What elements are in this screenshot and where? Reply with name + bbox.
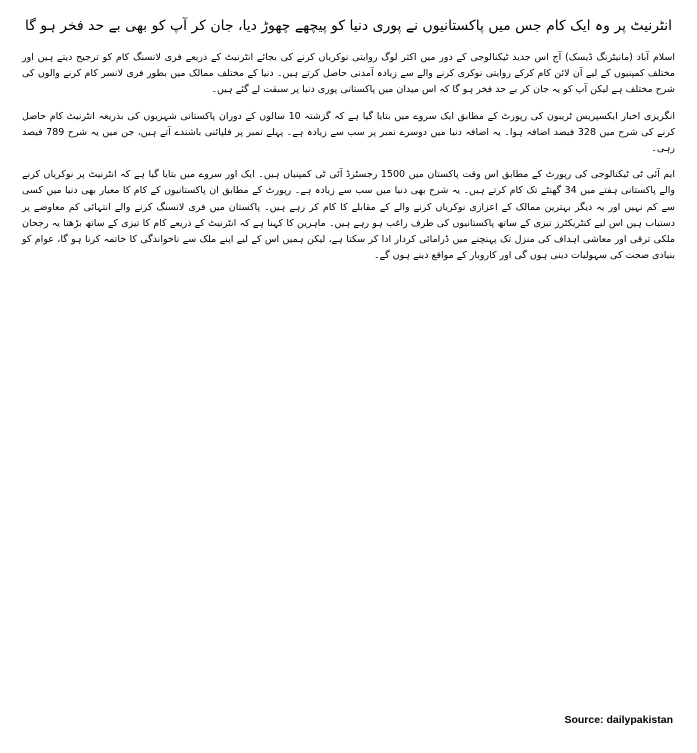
article-headline: انٹرنیٹ پر وہ ایک کام جس میں پاکستانیوں نے پوری دنیا کو پیچھے چھوڑ دیا، جان کر آپ کو بھی بے حد فخر ہو گا: [24, 18, 673, 34]
article-paragraph-intro: اسلام آباد (مانیٹرنگ ڈیسک) آج اس جدید ٹیکنالوجی کے دور میں اکثر لوگ روایتی نوکریاں کرنے کی بجائے انٹرنیٹ کے ذریعے فری لانسنگ کام کو ترجیح دیتے ہیں اور مختلف کمپنیوں کے لیے آن لائن کام کرکے روایتی نوکری کرنے والے سے زیادہ آمدنی حاصل کرتے ہیں۔ دنیا کے مختلف ممالک میں بطور فری لانسر کام کرنے والوں کی شرح مختلف ہے لیکن آپ کو یہ جان کر بے حد فخر ہو گا کہ اس میدان میں پاکستانی پوری دنیا پر سبقت لے گئے ہیں۔: [22, 52, 675, 96]
source-credit: Source: dailypakistan: [564, 714, 673, 726]
article-paragraph-report: ایم آئی ٹی ٹیکنالوجی کی رپورٹ کے مطابق اس وقت پاکستان میں 1500 رجسٹرڈ آئی ٹی کمپنیاں ہیں۔ ایک اور سروے میں بتایا گیا ہے کہ انٹرنیٹ پر نوکریاں کرنے والے پاکستانی ہفتے میں 34 گھنٹے تک کام کرتے ہیں۔ یہ شرح بھی دنیا میں سب سے زیادہ ہے۔ رپورٹ کے مطابق ان پاکستانیوں کے کام کا معیار بھی دنیا میں کسی سے کم نہیں اور یہ دیگر بہترین ممالک کے اعزازی نوکریاں کرنے والے کے مقابلے کا کام کر رہے ہیں۔ پاکستان میں فری لانسنگ کرنے والے انتہائی کم معاوضے پر دستیاب ہیں اس لیے کنٹریکٹرز تیزی کے ساتھ پاکستانیوں کی طرف راغب ہو رہے ہیں۔ ماہرین کا کہنا ہے کہ انٹرنیٹ کے ذریعے کام کا تیزی کے ساتھ بڑھتا یہ رجحان ملکی ترقی اور معاشی اہداف کی منزل تک پہنچنے میں ڈرامائی کردار ادا کر سکتا ہے، لیکن ہمیں اس کے لیے اپنے ملک سے ناخواندگی کا خاتمہ کرنا ہو گا، عوام کو بنیادی صحت کی سہولیات دینی ہوں گی اور کاروبار کے مواقع دینے ہوں گے۔: [22, 169, 675, 262]
article-paragraph-survey: انگریزی اخبار ایکسپریس ٹریبون کی رپورٹ کے مطابق ایک سروے میں بتایا گیا ہے کہ گزشتہ 10 سالوں کے دوران پاکستانی شہریوں کی بذریعہ انٹرنیٹ کام حاصل کرنے کی شرح میں 328 فیصد اضافہ ہوا۔ یہ اضافہ دنیا میں دوسرے نمبر پر سب سے زیادہ ہے۔ پہلے نمبر پر فلپائنی باشندے آتے ہیں، جن میں یہ شرح 789 فیصد رہی۔: [22, 110, 675, 155]
